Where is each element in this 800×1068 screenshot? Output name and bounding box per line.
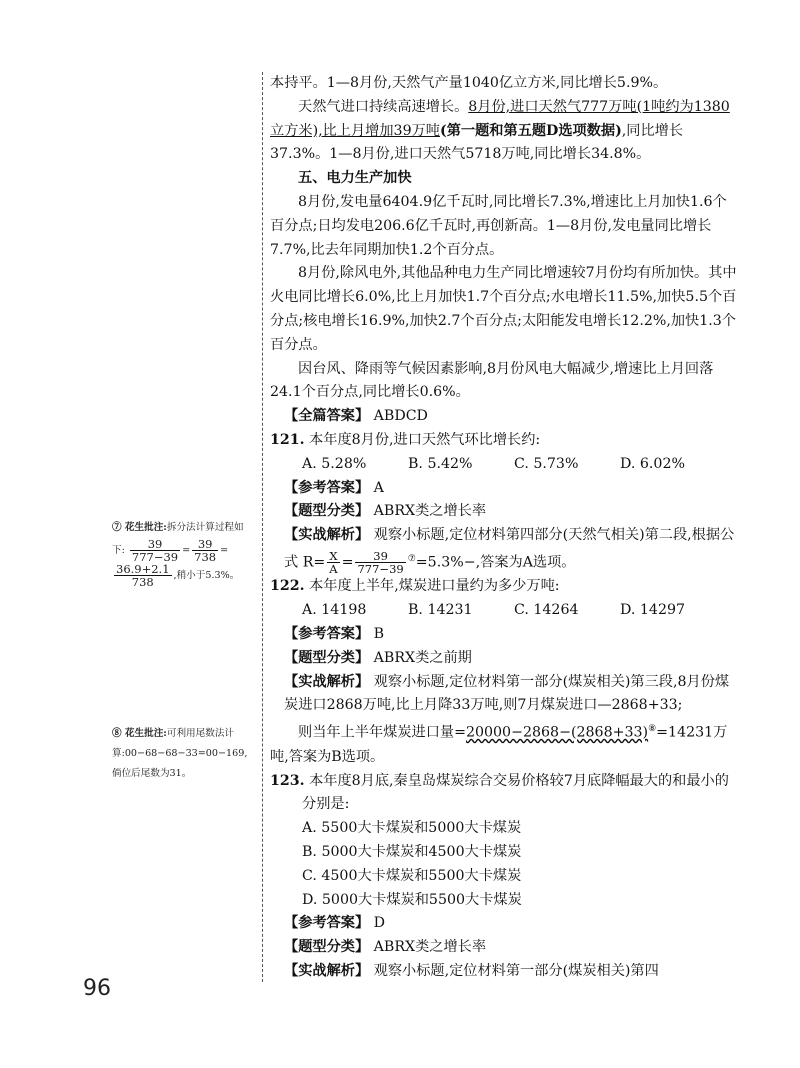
reference-answer-123: 【参考答案】 D (284, 915, 386, 932)
option-c: C. 14264 (514, 602, 579, 619)
option-d: D. 5000大卡煤炭和5500大卡煤炭 (302, 891, 522, 908)
options-121 (270, 453, 740, 477)
page-number: 96 (83, 976, 111, 1001)
paragraph-wind-power: 因台风、降雨等气候因素影响,8月份风电大幅减少,增速比上月回落24.1个百分点,同比增长0.6%。 (270, 360, 714, 401)
paragraph-gas-production: 本持平。1—8月份,天然气产量1040亿立方米,同比增长5.9%。 (270, 75, 668, 91)
analysis-121: 【实战解析】 观察小标题,定位材料第四部分(天然气相关)第二段,根据公式 R= $\frac{X}{A}$ = $\frac{39}{777-39}$ ⑦=5.3%−,答案为A选项。 (284, 527, 735, 577)
reference-answer-121: 【参考答案】 A (284, 479, 384, 496)
note-fraction-3: $\frac{36.9+2.1}{738}$ (116, 562, 170, 589)
margin-note-7: ⑦ 花生批注:拆分法计算过程如下: $\frac{39}{777-39}$ = $\frac{39}{738}$ = $\frac{36.9+2.1}{738}$ ,稍小于5.3%。 (112, 522, 244, 589)
margin-note-8: ⑧ 花生批注:可利用尾数法计算:00−68−68−33=00−169,倘位后尾数为31。 (112, 728, 248, 779)
option-c: C. 5.73% (514, 455, 579, 472)
option-b: B. 5000大卡煤炭和4500大卡煤炭 (302, 843, 522, 860)
question-121: 121. 本年度8月份,进口天然气环比增长约: (270, 431, 541, 448)
note-fraction-2: $\frac{39}{738}$ (194, 537, 217, 564)
question-type-123: 【题型分类】 ABRX类之增长率 (284, 939, 487, 956)
fraction-x-over-a: $\frac{X}{A}$ (329, 549, 338, 577)
option-b: B. 14231 (408, 602, 473, 619)
section-heading-power: 五、电力生产加快 (298, 170, 412, 187)
options-122 (270, 599, 740, 623)
question-type-121: 【题型分类】 ABRX类之增长率 (284, 503, 487, 520)
option-b: B. 5.42% (408, 455, 473, 472)
main-column (270, 72, 740, 984)
question-123: 123. 本年度8月底,秦皇岛煤炭综合交易价格较7月底降幅最大的和最小的分别是: (270, 772, 729, 813)
option-a: A. 14198 (302, 602, 367, 619)
note-marker-8[interactable]: ⑧ (648, 724, 657, 735)
option-d: D. 6.02% (620, 455, 685, 472)
option-d: D. 14297 (620, 602, 686, 619)
analysis-122: 【实战解析】 观察小标题,定位材料第一部分(煤炭相关)第三段,8月份煤炭进口2868万吨,比上月降33万吨,则7月煤炭进口—2868+33; (284, 673, 730, 714)
analysis-122-calc: 则当年上半年煤炭进口量=20000−2868−(2868+33)⑧=14231万吨,答案为B选项。 (270, 724, 728, 765)
question-type-122: 【题型分类】 ABRX类之前期 (284, 649, 472, 666)
paragraph-gas-import: 天然气进口持续高速增长。8月份,进口天然气777万吨(1吨约为1380立方米),比上月增加39万吨(第一题和第五题D选项数据),同比增长37.3%。1—8月份,进口天然气5718万吨,同比增长34.8%。 (270, 98, 730, 163)
note-fraction-1: $\frac{39}{777-39}$ (131, 537, 179, 564)
all-answer-line: 【全篇答案】 ABDCD (284, 408, 428, 425)
note-marker-7[interactable]: ⑦ (407, 553, 416, 564)
paragraph-power-types: 8月份,除风电外,其他品种电力生产同比增速较7月份均有所加快。其中火电同比增长6.0%,比上月加快1.7个百分点;水电增长11.5%,加快5.5个百分点;核电增长16.9%,加快2.7个百分点;太阳能发电增长12.2%,加快1.3个百分点。 (270, 265, 737, 353)
option-c: C. 4500大卡煤炭和5500大卡煤炭 (302, 867, 522, 884)
paragraph-power-output: 8月份,发电量6404.9亿千瓦时,同比增长7.3%,增速比上月加快1.6个百分点;日均发电206.6亿千瓦时,再创新高。1—8月份,发电量同比增长7.7%,比去年同期加快1.2个百分点。 (270, 193, 727, 258)
margin-divider (262, 72, 263, 982)
option-a: A. 5.28% (302, 455, 367, 472)
reference-answer-122: 【参考答案】 B (284, 626, 385, 643)
question-122: 122. 本年度上半年,煤炭进口量约为多少万吨: (270, 578, 560, 595)
analysis-123: 【实战解析】 观察小标题,定位材料第一部分(煤炭相关)第四 (284, 962, 659, 979)
option-a: A. 5500大卡煤炭和5000大卡煤炭 (302, 820, 522, 837)
fraction-39-over-738: $\frac{39}{777-39}$ (357, 549, 404, 577)
